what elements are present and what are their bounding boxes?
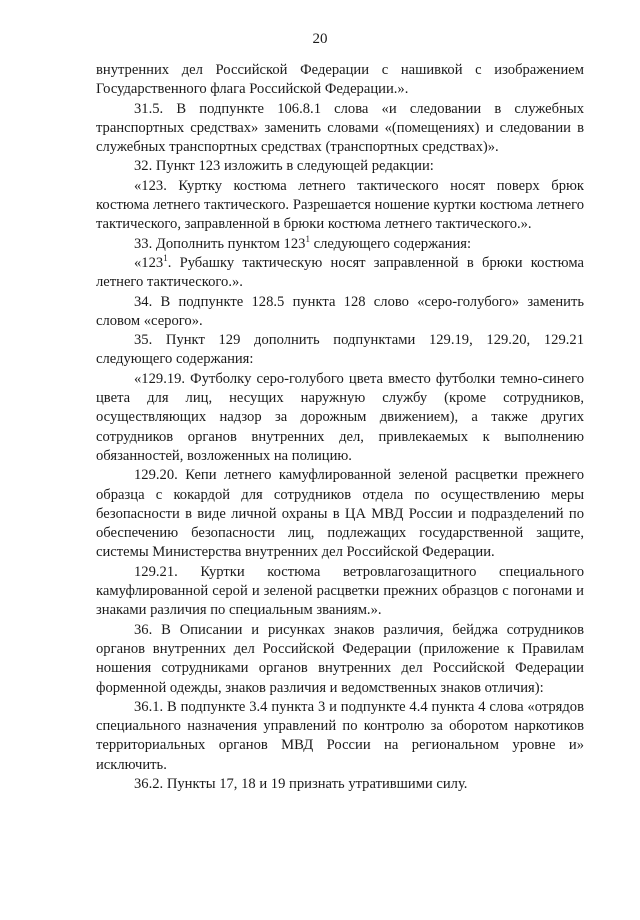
paragraph-36-2: 36.2. Пункты 17, 18 и 19 признать утратившими силу. (134, 775, 468, 792)
paragraph-123-1-after: . Рубашку тактическую носят заправленной в брюки костюма летнего тактического.». (96, 254, 584, 291)
paragraph-129-19: «129.19. Футболку серо-голубого цвета вместо футболки темно-синего цвета для лиц, несущих наружную службу (кроме сотрудников, осуществляющих надзор за дорожным движением), а также других сотрудников органов внутренних дел, привлекаемых к выполнению обязанностей, возложенных на полицию. (96, 370, 584, 464)
paragraph-123-1-text (96, 254, 584, 293)
paragraph-123-1-before: «123 (134, 254, 164, 271)
paragraph-123-1-superscript: 1 (163, 252, 168, 263)
page-number: 20 (312, 31, 328, 47)
paragraph-129-21: 129.21. Куртки костюма ветровлагозащитного специального камуфлированной серой и зеленой расцветки прежних образцов с погонами и знаками различия по специальным званиям.». (96, 563, 584, 619)
document-body (96, 61, 584, 794)
paragraph-31-5: 31.5. В подпункте 106.8.1 слова «и следовании в служебных транспортных средствах» заменить словами «(помещениях) и следовании в служебных транспортных средствах (транспортных средствах)». (96, 100, 584, 156)
paragraph-32: 32. Пункт 123 изложить в следующей редакции: (134, 158, 434, 175)
paragraph-35: 35. Пункт 129 дополнить подпунктами 129.19, 129.20, 129.21 следующего содержания: (96, 332, 584, 368)
paragraph-33-superscript: 1 (305, 233, 310, 244)
paragraph-36: 36. В Описании и рисунках знаков различия, бейджа сотрудников органов внутренних дел Российской Федерации (приложение к Правилам ношения сотрудниками органов внутренних дел Российской Федерации форменной одежды, знаков различия и ведомственных знаков отличия): (96, 621, 584, 696)
paragraph-33-after: следующего содержания: (309, 235, 472, 252)
paragraph-continuation: внутренних дел Российской Федерации с нашивкой с изображением Государственного флага Российской Федерации.». (96, 62, 584, 98)
paragraph-123-text: «123. Куртку костюма летнего тактического носят поверх брюк костюма летнего тактического. Разрешается ношение куртки костюма летнего тактического, заправленной в брюки костюма летнего тактического.». (96, 177, 584, 233)
paragraph-129-20: 129.20. Кепи летнего камуфлированной зеленой расцветки прежнего образца с кокардой для сотрудников отдела по осуществлению меры безопасности в виде личной охраны в ЦА МВД России и подразделений по обеспечению безопасности лиц, подлежащих государственной защите, системы Министерства внутренних дел Российской Федерации. (96, 467, 584, 561)
paragraph-33 (96, 235, 584, 254)
paragraph-33-before: 33. Дополнить пунктом 123 (134, 235, 306, 252)
paragraph-36-1: 36.1. В подпункте 3.4 пункта 3 и подпункте 4.4 пункта 4 слова «отрядов специального назначения управлений по контролю за оборотом наркотиков территориальных органов МВД России на региональном уровне и» исключить. (96, 698, 584, 773)
paragraph-34: 34. В подпункте 128.5 пункта 128 слово «серо-голубого» заменить словом «серого». (96, 293, 584, 329)
